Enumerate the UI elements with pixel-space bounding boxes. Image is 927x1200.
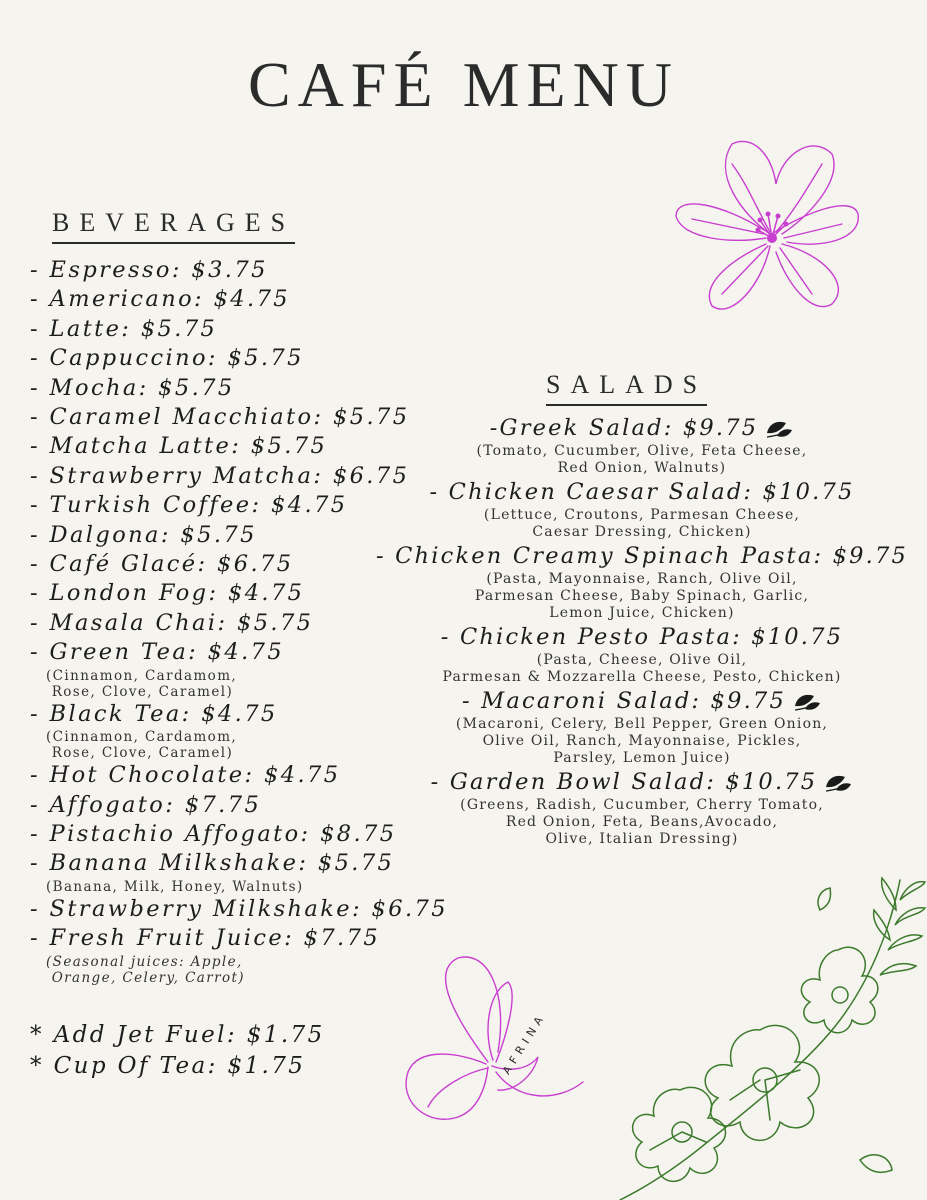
beverage-note: (Cinnamon, Cardamom, Rose, Clove, Caramel) <box>46 729 238 762</box>
list-item <box>30 315 450 344</box>
beverage-line: - Caramel Macchiato: $5.75 <box>30 404 410 431</box>
green-floral-icon <box>610 870 927 1200</box>
vegetarian-leaf-icon <box>792 691 822 713</box>
beverage-line: - Strawberry Matcha: $6.75 <box>30 462 410 489</box>
beverage-line: - Masala Chai: $5.75 <box>30 609 314 636</box>
salad-note: (Tomato, Cucumber, Olive, Feta Cheese, Red Onion, Walnuts) <box>476 443 808 476</box>
list-item <box>372 686 912 767</box>
butterfly-logo-icon <box>388 952 588 1132</box>
salad-line: - Chicken Creamy Spinach Pasta: $9.75 <box>375 543 908 569</box>
beverage-line: - Green Tea: $4.75 <box>30 639 285 666</box>
beverages-heading: BEVERAGES <box>52 208 295 244</box>
list-item <box>30 256 450 285</box>
list-item <box>372 767 912 848</box>
salad-line: - Garden Bowl Salad: $10.75 <box>430 769 818 795</box>
beverage-line: - Banana Milkshake: $5.75 <box>30 850 395 877</box>
salad-note: (Greens, Radish, Cucumber, Cherry Tomato, Red Onion, Feta, Beans,Avocado, Olive, Italian Dressing) <box>460 797 824 847</box>
beverage-line: - Espresso: $3.75 <box>30 257 268 283</box>
salad-line: - Macaroni Salad: $9.75 <box>462 688 786 714</box>
beverage-note: (Cinnamon, Cardamom, Rose, Clove, Caramel) <box>46 667 238 700</box>
beverage-line: - Strawberry Milkshake: $6.75 <box>30 895 448 922</box>
addon-line: * Cup Of Tea: $1.75 <box>30 1053 306 1079</box>
brand-logo-text: AFRINA <box>500 1010 549 1077</box>
salad-note: (Macaroni, Celery, Bell Pepper, Green Onion, Olive Oil, Ranch, Mayonnaise, Pickles, Parsley, Lemon Juice) <box>455 716 829 766</box>
beverage-line: - Dalgona: $5.75 <box>30 521 257 548</box>
list-item <box>30 344 450 373</box>
list-item <box>30 285 450 314</box>
beverage-line: - Latte: $5.75 <box>30 315 218 342</box>
beverage-line: - Café Glacé: $6.75 <box>30 551 294 578</box>
beverage-line: - Cappuccino: $5.75 <box>30 345 304 372</box>
salad-note: (Pasta, Mayonnaise, Ranch, Olive Oil, Parmesan Cheese, Baby Spinach, Garlic, Lemon Juice, Chicken) <box>474 571 810 621</box>
beverage-line: - Americano: $4.75 <box>30 286 291 313</box>
addon-line: * Add Jet Fuel: $1.75 <box>30 1022 325 1048</box>
beverage-note: (Seasonal juices: Apple, Orange, Celery, Carrot) <box>46 953 245 986</box>
list-item <box>372 477 912 541</box>
beverage-line: - Turkish Coffee: $4.75 <box>30 492 348 519</box>
pink-flower-icon <box>672 134 864 320</box>
beverage-line: - Pistachio Affogato: $8.75 <box>30 820 397 847</box>
addons-list <box>30 1020 325 1082</box>
salad-note: (Pasta, Cheese, Olive Oil, Parmesan & Mozzarella Cheese, Pesto, Chicken) <box>442 652 842 685</box>
list-item <box>30 924 450 985</box>
salads-heading: SALADS <box>546 370 707 406</box>
menu-title: CAFÉ MENU <box>247 49 680 120</box>
salad-line: - Chicken Caesar Salad: $10.75 <box>429 479 855 505</box>
list-item <box>372 541 912 622</box>
vegetarian-leaf-icon <box>764 418 794 440</box>
salad-note: (Lettuce, Croutons, Parmesan Cheese, Caesar Dressing, Chicken) <box>483 507 801 540</box>
beverage-line: - Affogato: $7.75 <box>30 791 262 818</box>
list-item <box>30 374 450 403</box>
list-item <box>30 849 450 894</box>
list-item <box>372 622 912 686</box>
vegetarian-leaf-icon <box>823 772 853 794</box>
salads-list <box>372 413 912 848</box>
list-item <box>372 413 912 477</box>
beverage-line: - Mocha: $5.75 <box>30 374 235 401</box>
beverage-note: (Banana, Milk, Honey, Walnuts) <box>46 878 304 895</box>
beverage-line: - Black Tea: $4.75 <box>30 700 278 727</box>
beverage-line: - Hot Chocolate: $4.75 <box>30 762 341 789</box>
beverage-line: - Fresh Fruit Juice: $7.75 <box>30 925 381 952</box>
list-item <box>30 895 450 924</box>
beverage-line: - London Fog: $4.75 <box>30 580 305 607</box>
salad-line: - Chicken Pesto Pasta: $10.75 <box>440 624 844 650</box>
beverage-line: - Matcha Latte: $5.75 <box>30 433 328 460</box>
salad-line: -Greek Salad: $9.75 <box>489 415 759 441</box>
